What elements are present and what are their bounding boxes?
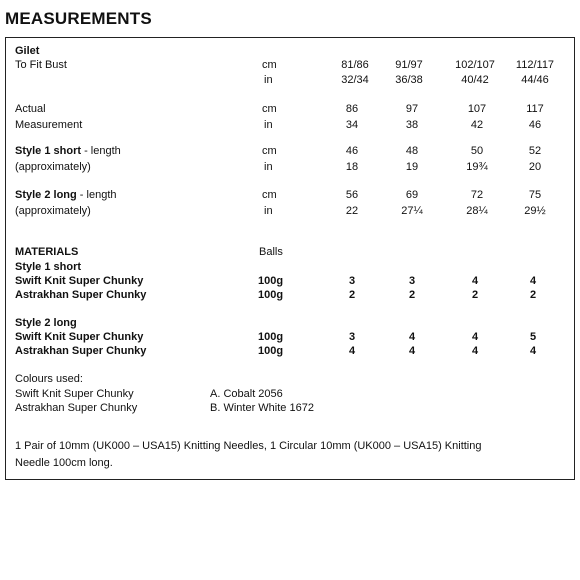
row-label: Measurement (15, 119, 83, 131)
colour-yarn: Swift Knit Super Chunky (15, 388, 134, 400)
balls-value: 3 (348, 275, 356, 287)
value-cell: 42 (470, 119, 484, 131)
balls-value: 3 (348, 331, 356, 343)
unit-label: cm (262, 189, 277, 201)
balls-value: 4 (471, 345, 479, 357)
value-cell: 52 (528, 145, 542, 157)
value-cell: 97 (405, 103, 419, 115)
unit-label: cm (262, 145, 277, 157)
size-in: 44/46 (521, 74, 549, 86)
size-in: 32/34 (341, 74, 369, 86)
value-cell: 20 (528, 161, 542, 173)
value-cell: 56 (345, 189, 359, 201)
colour-name: B. Winter White 1672 (210, 402, 314, 414)
value-cell: 117 (526, 103, 544, 115)
yarn-name: Astrakhan Super Chunky (15, 289, 147, 301)
value-cell: 46 (345, 145, 359, 157)
value-cell: 72 (470, 189, 484, 201)
value-cell: 38 (405, 119, 419, 131)
value-cell: 22 (345, 205, 359, 217)
value-cell: 19 (405, 161, 419, 173)
value-cell: 86 (345, 103, 359, 115)
yarn-name: Astrakhan Super Chunky (15, 345, 147, 357)
value-cell: 107 (467, 103, 487, 115)
balls-value: 5 (529, 331, 537, 343)
balls-value: 2 (471, 289, 479, 301)
value-cell: 19¾ (466, 161, 488, 173)
size-cm: 81/86 (341, 59, 369, 71)
colour-yarn: Astrakhan Super Chunky (15, 402, 138, 414)
balls-value: 4 (348, 345, 356, 357)
balls-label: Balls (259, 246, 283, 258)
colour-name: A. Cobalt 2056 (210, 388, 283, 400)
row-label-bold: Style 2 long (15, 189, 77, 201)
balls-value: 3 (408, 275, 416, 287)
balls-value: 4 (471, 331, 479, 343)
unit-label: cm (262, 59, 277, 71)
unit-label: cm (262, 103, 277, 115)
balls-value: 4 (408, 345, 416, 357)
balls-value: 2 (529, 289, 537, 301)
unit-label: in (264, 161, 273, 173)
size-cm: 112/117 (515, 59, 555, 71)
value-cell: 48 (405, 145, 419, 157)
yarn-weight: 100g (258, 331, 284, 343)
value-cell: 50 (470, 145, 484, 157)
value-cell: 34 (345, 119, 359, 131)
value-cell: 28¼ (466, 205, 488, 217)
value-cell: 18 (345, 161, 359, 173)
value-cell: 27¼ (401, 205, 423, 217)
balls-value: 2 (348, 289, 356, 301)
value-cell: 46 (528, 119, 542, 131)
needles-text: 1 Pair of 10mm (UK000 – USA15) Knitting Needles, 1 Circular 10mm (UK000 – USA15) Knitting (15, 440, 482, 452)
yarn-name: Swift Knit Super Chunky (15, 331, 144, 343)
balls-value: 4 (529, 275, 537, 287)
row-label: Actual (15, 103, 46, 115)
needles-text: Needle 100cm long. (15, 457, 113, 469)
value-cell: 75 (528, 189, 542, 201)
value-cell: 69 (405, 189, 419, 201)
row-label-rest: - length (81, 145, 121, 157)
balls-value: 4 (529, 345, 537, 357)
balls-value: 4 (408, 331, 416, 343)
size-in: 36/38 (395, 74, 423, 86)
row-label: (approximately) (15, 161, 91, 173)
yarn-name: Swift Knit Super Chunky (15, 275, 144, 287)
row-label (15, 145, 121, 158)
value-cell: 29½ (524, 205, 546, 217)
garment-name: Gilet (15, 45, 40, 57)
size-in: 40/42 (461, 74, 489, 86)
row-label: To Fit Bust (15, 59, 67, 71)
row-label-bold: Style 1 short (15, 145, 82, 157)
row-label: (approximately) (15, 205, 91, 217)
unit-label: in (264, 205, 273, 217)
style-heading: Style 1 short (15, 261, 82, 273)
page-title: MEASUREMENTS (5, 9, 152, 28)
size-cm: 91/97 (395, 59, 423, 71)
yarn-weight: 100g (258, 275, 284, 287)
unit-label: in (264, 74, 273, 86)
materials-heading: MATERIALS (15, 246, 79, 258)
size-cm: 102/107 (455, 59, 495, 71)
row-label-rest: - length (76, 189, 117, 201)
colours-heading: Colours used: (15, 373, 83, 385)
yarn-weight: 100g (258, 345, 284, 357)
yarn-weight: 100g (258, 289, 284, 301)
unit-label: in (264, 119, 273, 131)
balls-value: 4 (471, 275, 479, 287)
style-heading: Style 2 long (15, 317, 77, 329)
balls-value: 2 (408, 289, 416, 301)
row-label (15, 189, 117, 202)
